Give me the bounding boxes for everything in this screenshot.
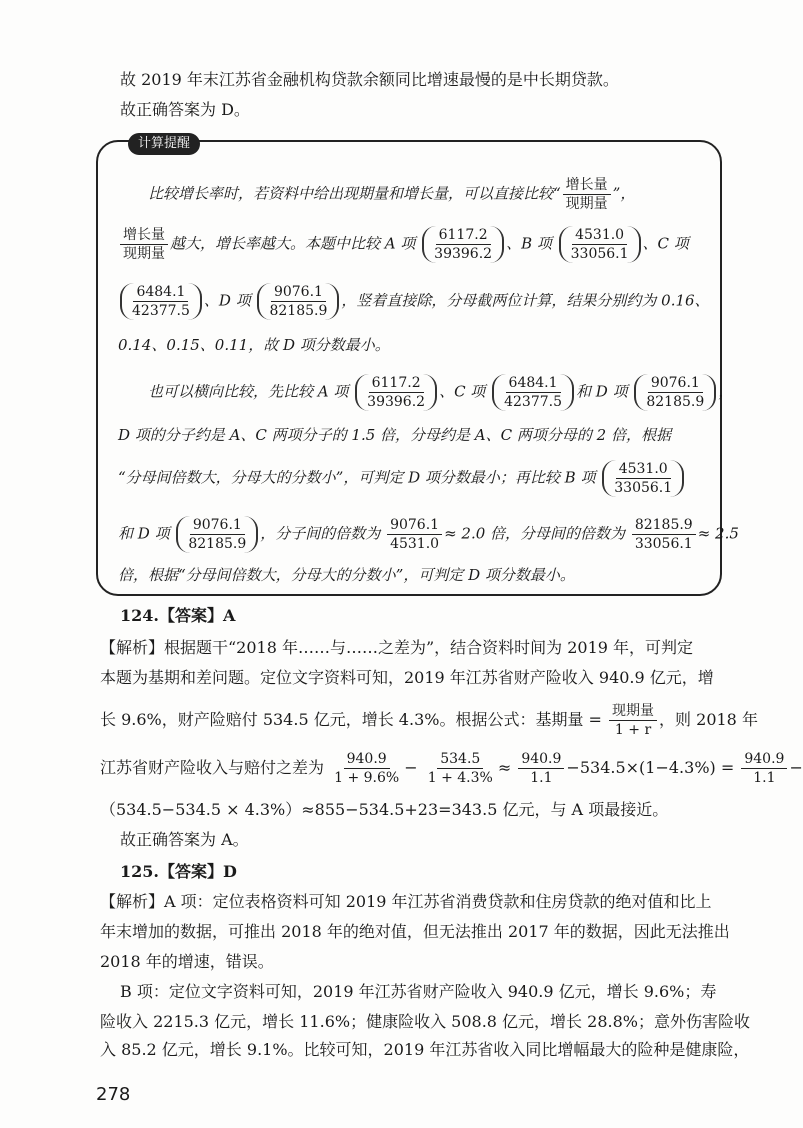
text-line: 2018 年的增速，错误。 [100, 952, 274, 971]
tip-line: $\frac{\text{增长量}}{\text{现期量}}$ 越大，增长率越大。本题中比较 A 项 $\frac{6117.2}{39396.2}$ 、B 项 $\frac{4531.0}{33056.1}$ 、C 项 [118, 226, 689, 263]
text-line: 险收入 2215.3 亿元，增长 11.6%；健康险收入 508.8 亿元，增长 28.8%；意外伤害险收 [100, 1012, 750, 1031]
fraction: $\frac{940.9}{1.1}$ [741, 750, 787, 787]
fraction-B: $\frac{4531.0}{33056.1}$ [570, 227, 629, 262]
text-line: 入 85.2 亿元，增长 9.1%。比较可知，2019 年江苏省收入同比增幅最大的险种是健康险， [100, 1040, 750, 1059]
text-line: 故正确答案为 D。 [120, 100, 250, 119]
text-line: 【解析】A 项：定位表格资料可知 2019 年江苏省消费贷款和住房贷款的绝对值和比上 [100, 892, 712, 911]
fraction: $\frac{\text{增长量}}{\text{现期量}}$ [120, 226, 168, 263]
fraction-formula: $\frac{\text{现期量}}{1 + r}$ [609, 702, 657, 739]
fraction: $\frac{940.9}{1.1}$ [518, 750, 564, 787]
calc-tip-label: 计算提醒 [128, 133, 200, 155]
fraction-B: $\frac{4531.0}{33056.1}$ [614, 461, 673, 496]
tip-line: 也可以横向比较，先比较 A 项 $\frac{6117.2}{39396.2}$ 、C 项 $\frac{6484.1}{42377.5}$ 和 D 项 $\frac{9076.1}{82185.9}$ ， [148, 375, 734, 410]
fraction-numerator-ratio: $\frac{9076.1}{4531.0}$ [387, 516, 442, 553]
tip-line: 和 D 项 $\frac{9076.1}{82185.9}$ ，分子间的倍数为 $\frac{9076.1}{4531.0}$ ≈ 2.0 倍，分母间的倍数为 $\frac{82185.9}{33056.1}$ ≈ 2.5 [118, 517, 739, 552]
fraction-A: $\frac{6117.2}{39396.2}$ [434, 227, 493, 262]
fraction: $\frac{534.5}{1 + 4.3\%}$ [427, 751, 493, 786]
fraction-C: $\frac{6484.1}{42377.5}$ [132, 284, 190, 319]
page-number: 278 [96, 1084, 131, 1105]
text-line: 故 2019 年末江苏省金融机构贷款余额同比增速最慢的是中长期贷款。 [120, 70, 619, 89]
tip-line: $\frac{6484.1}{42377.5}$ 、D 项 $\frac{9076.1}{82185.9}$ ，竖着直接除，分母截两位计算，结果分别约为 0.16、 [118, 283, 710, 320]
text-line: B 项：定位文字资料可知，2019 年江苏省财产险收入 940.9 亿元，增长 9.6%；寿 [120, 982, 717, 1001]
tip-line: 倍，根据“分母间倍数大，分母大的分数小”，可判定 D 项分数最小。 [118, 566, 575, 584]
tip-line: 0.14、0.15、0.11，故 D 项分数最小。 [118, 336, 390, 354]
text-line: 故正确答案为 A。 [120, 830, 249, 849]
fraction-A: $\frac{6117.2}{39396.2}$ [367, 375, 426, 410]
fraction-C: $\frac{6484.1}{42377.5}$ [504, 375, 562, 410]
text-line: 年末增加的数据，可推出 2018 年的绝对值，但无法推出 2017 年的数据，因此无法推出 [100, 922, 730, 941]
fraction-D: $\frac{9076.1}{82185.9}$ [269, 284, 328, 319]
tip-line: 比较增长率时，若资料中给出现期量和增长量，可以直接比较“ $\frac{\text{增长量}}{\text{现期量}}$ ”， [148, 177, 636, 212]
fraction-D: $\frac{9076.1}{82185.9}$ [188, 517, 247, 552]
tip-line: D 项的分子约是 A、C 两项分子的 1.5 倍，分母约是 A、C 两项分母的 2 倍，根据 [118, 426, 671, 444]
fraction-denominator-ratio: $\frac{82185.9}{33056.1}$ [632, 516, 696, 553]
text-line: 【解析】根据题干“2018 年……与……之差为”，结合资料时间为 2019 年，可判定 [100, 638, 694, 657]
text-line: （534.5−534.5 × 4.3%）≈855−534.5+23=343.5 亿元，与 A 项最接近。 [100, 800, 669, 819]
answer-125-heading: 125.【答案】D [120, 862, 237, 881]
fraction: $\frac{\text{增长量}}{\text{现期量}}$ [563, 176, 611, 213]
answer-124-heading: 124.【答案】A [120, 606, 236, 625]
fraction-D: $\frac{9076.1}{82185.9}$ [646, 375, 705, 410]
tip-line: “分母间倍数大，分母大的分数小”，可判定 D 项分数最小；再比较 B 项 $\frac{4531.0}{33056.1}$ [118, 460, 686, 497]
fraction: $\frac{940.9}{1 + 9.6\%}$ [334, 751, 400, 786]
text-line: 本题为基期和差问题。定位文字资料可知，2019 年江苏省财产险收入 940.9 亿元，增 [100, 668, 714, 687]
text-line: 江苏省财产险收入与赔付之差为 $\frac{940.9}{1 + 9.6\%}$ − $\frac{534.5}{1 + 4.3\%}$ ≈ $\frac{940.9}{1.1}$ −534.5×(1−4.3%) = $\frac{940.9}{1.1}$ − [100, 751, 803, 786]
text-line: 长 9.6%，财产险赔付 534.5 亿元，增长 4.3%。根据公式：基期量 = $\frac{\text{现期量}}{1 + r}$ ，则 2018 年 [100, 703, 758, 738]
